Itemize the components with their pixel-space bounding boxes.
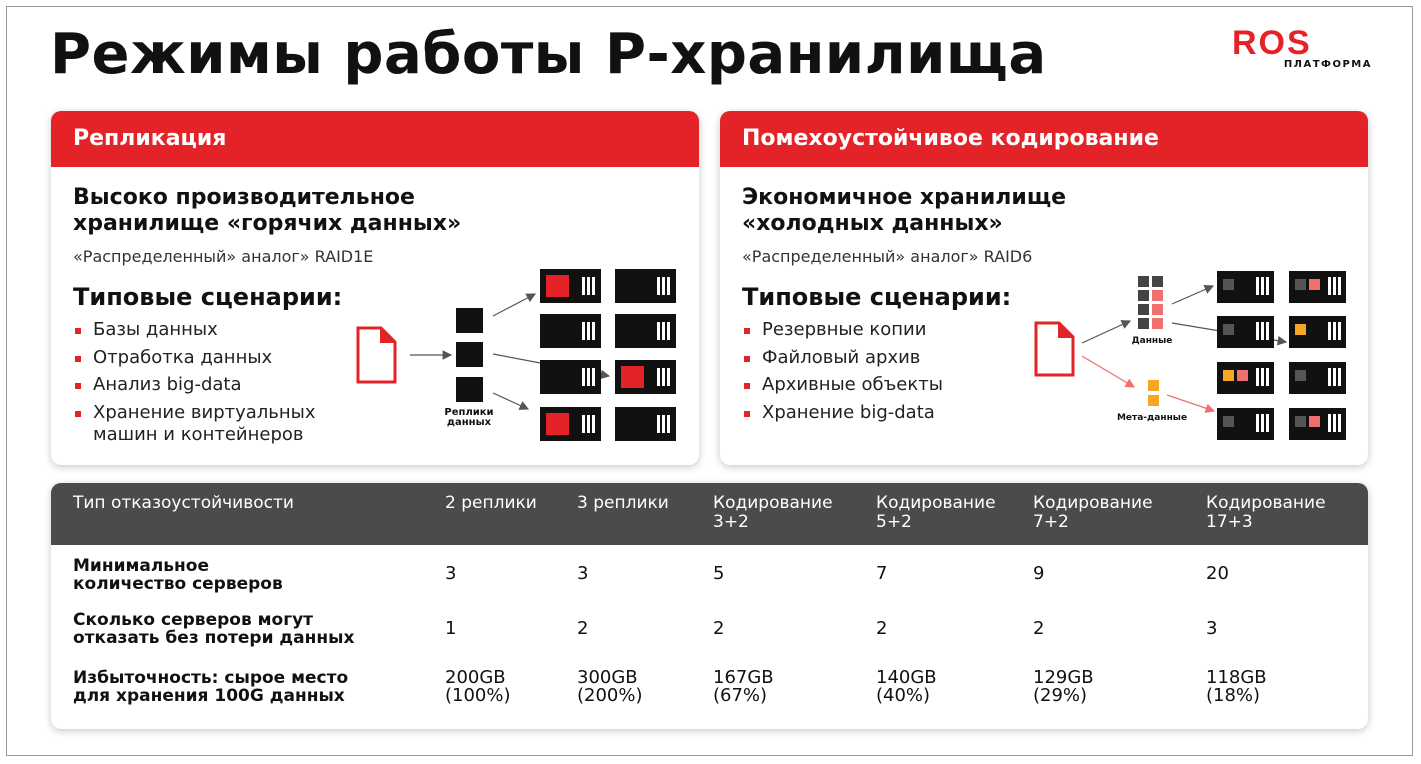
- table-cell: 20: [1206, 563, 1229, 584]
- replica-block: [456, 308, 483, 333]
- table-header-cell: Кодирование 17+3: [1206, 493, 1326, 532]
- list-item: Отработка данных: [73, 347, 316, 369]
- erasure-coding-card: [720, 111, 1368, 465]
- table-header-cell: Кодирование 3+2: [713, 493, 833, 532]
- metadata-label: Мета-данные: [1116, 413, 1188, 423]
- server-icon: [540, 269, 601, 303]
- server-icon: [1289, 408, 1346, 440]
- table-cell: 3: [445, 563, 457, 584]
- list-item: Файловый архив: [742, 347, 943, 369]
- table-cell: 167GB (67%): [713, 667, 774, 706]
- list-item: Резервные копии: [742, 319, 943, 341]
- server-icon: [1217, 316, 1274, 348]
- data-chunks: [1138, 276, 1163, 329]
- table-cell: 9: [1033, 563, 1045, 584]
- diagram-label-data: данных: [446, 417, 492, 428]
- server-icon: [540, 360, 601, 394]
- table-cell: 2: [876, 618, 888, 639]
- ros-logo: [1232, 28, 1372, 76]
- replica-block: [456, 342, 483, 367]
- replication-analog: «Распределенный» аналог» RAID1E: [73, 247, 374, 266]
- comparison-table: [51, 483, 1368, 729]
- page-title: Режимы работы Р-хранилища: [50, 22, 1047, 87]
- list-item: Хранение виртуальных машин и контейнеров: [73, 402, 316, 446]
- server-icon: [615, 360, 676, 394]
- replica-block: [456, 377, 483, 402]
- table-header-cell: 3 реплики: [577, 493, 669, 513]
- logo-brand: ROS: [1232, 28, 1312, 58]
- file-icon: [1036, 323, 1073, 375]
- server-icon: [1217, 271, 1274, 303]
- table-cell: 3: [1206, 618, 1218, 639]
- table-header: [51, 483, 1368, 545]
- erasure-subtitle-line1: Экономичное хранилище: [742, 185, 1067, 210]
- server-icon: [615, 407, 676, 441]
- replication-scenarios-title: Типовые сценарии:: [73, 283, 343, 311]
- table-header-cell: 2 реплики: [445, 493, 537, 513]
- erasure-diagram: [720, 111, 1368, 465]
- server-icon: [540, 314, 601, 348]
- server-icon: [615, 269, 676, 303]
- list-item: Хранение big-data: [742, 402, 943, 424]
- row-label: Минимальное количество серверов: [73, 556, 283, 594]
- logo-tagline: ПЛАТФОРМА: [1283, 59, 1372, 70]
- server-icon: [540, 407, 601, 441]
- replication-card: [51, 111, 699, 465]
- data-label: Данные: [1131, 336, 1173, 346]
- list-item: Базы данных: [73, 319, 316, 341]
- table-cell: 118GB (18%): [1206, 667, 1267, 706]
- table-cell: 300GB (200%): [577, 667, 643, 706]
- table-cell: 2: [713, 618, 725, 639]
- table-cell: 3: [577, 563, 589, 584]
- table-cell: 129GB (29%): [1033, 667, 1094, 706]
- table-cell: 140GB (40%): [876, 667, 937, 706]
- replication-diagram: [51, 111, 699, 465]
- replication-subtitle-line2: хранилище «горячих данных»: [73, 211, 462, 236]
- table-cell: 7: [876, 563, 888, 584]
- replication-header: Репликация: [51, 111, 699, 167]
- metadata-chunks: [1148, 380, 1159, 406]
- table-cell: 1: [445, 618, 457, 639]
- erasure-subtitle-line2: «холодных данных»: [742, 211, 1003, 236]
- server-icon: [1217, 408, 1274, 440]
- row-label: Сколько серверов могут отказать без потери данных: [73, 610, 355, 648]
- server-icon: [1289, 362, 1346, 394]
- file-icon: [358, 328, 395, 382]
- ros-logo-mark: [1232, 28, 1372, 58]
- list-item: Архивные объекты: [742, 374, 943, 396]
- erasure-scenarios-title: Типовые сценарии:: [742, 283, 1012, 311]
- table-cell: 2: [1033, 618, 1045, 639]
- table-cell: 5: [713, 563, 725, 584]
- list-item: Анализ big-data: [73, 374, 316, 396]
- server-icon: [1289, 271, 1346, 303]
- replication-subtitle-line1: Высоко производительное: [73, 185, 415, 210]
- table-header-cell: Кодирование 5+2: [876, 493, 996, 532]
- row-label: Избыточность: сырое место для хранения 100G данных: [73, 668, 349, 706]
- table-header-cell: Кодирование 7+2: [1033, 493, 1153, 532]
- diagram-label-replicas: Реплики: [444, 407, 494, 418]
- erasure-analog: «Распределенный» аналог» RAID6: [742, 247, 1033, 266]
- table-header-cell: Тип отказоустойчивости: [73, 493, 294, 513]
- table-cell: 2: [577, 618, 589, 639]
- erasure-header: Помехоустойчивое кодирование: [720, 111, 1368, 167]
- server-icon: [615, 314, 676, 348]
- server-icon: [1289, 316, 1346, 348]
- table-cell: 200GB (100%): [445, 667, 511, 706]
- server-icon: [1217, 362, 1274, 394]
